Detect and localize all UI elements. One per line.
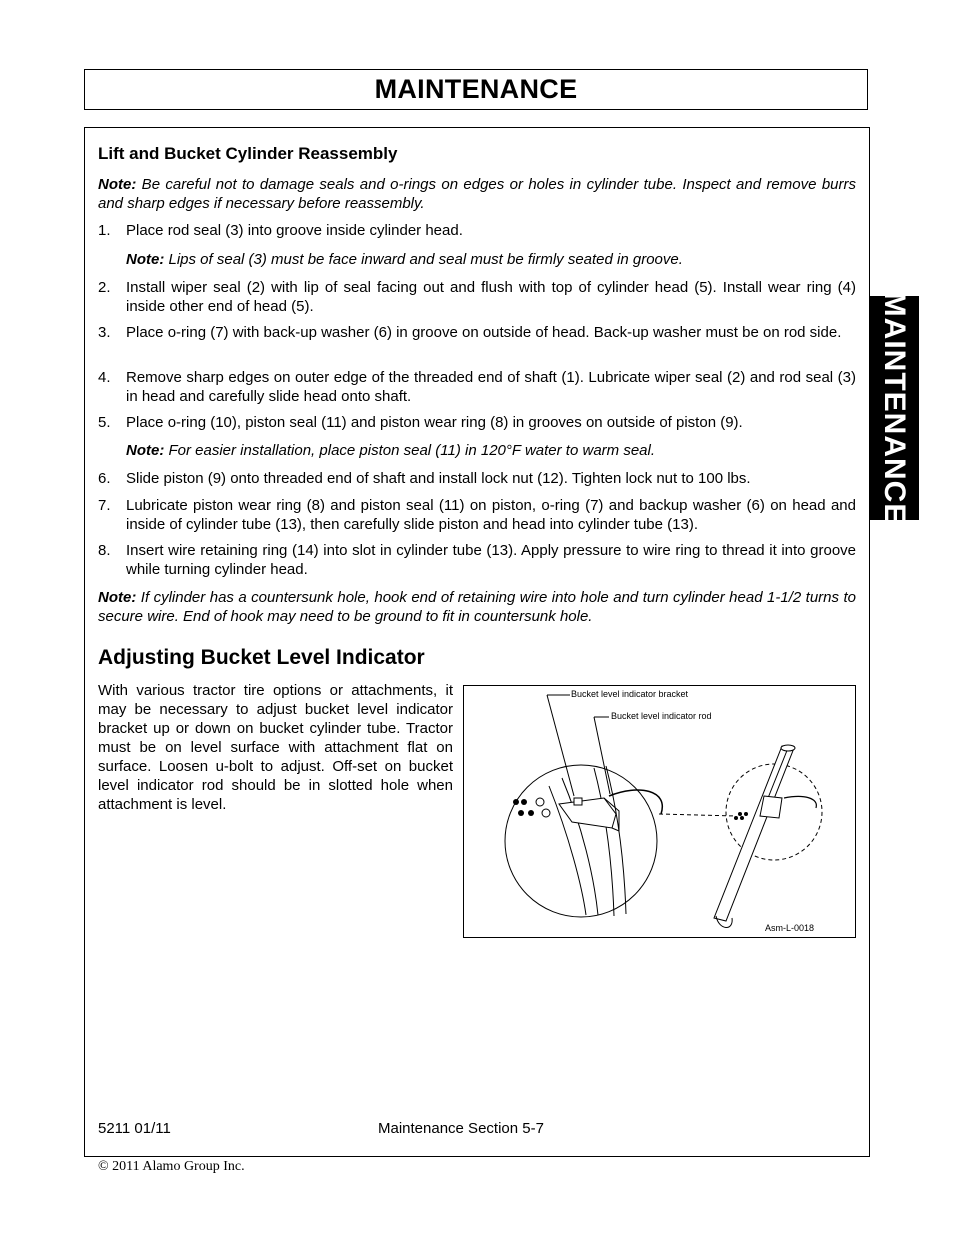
section-heading-indicator: Adjusting Bucket Level Indicator bbox=[98, 646, 425, 669]
step-text: Insert wire retaining ring (14) into slot in cylinder tube (13). Apply pressure to wire ring to thread it into groove while turning cylinder head. bbox=[126, 542, 856, 578]
indicator-body-text: With various tractor tire options or attachments, it may be necessary to adjust bucket level indicator bracket up or down on bucket cylinder tube. Tractor must be on level surface with attachment flat on surface. Loosen u-bolt to adjust. Off-set on bucket level indicator rod should be in slotted hole when attachment is level. bbox=[98, 682, 453, 813]
section-heading-reassembly: Lift and Bucket Cylinder Reassembly bbox=[98, 144, 398, 163]
step-text: Remove sharp edges on outer edge of the threaded end of shaft (1). Lubricate wiper seal (2) and rod seal (3) in head and carefully slide head onto shaft. bbox=[126, 369, 856, 405]
step-text: Install wiper seal (2) with lip of seal facing out and flush with top of cylinder head (5). Install wear ring (4) inside other end of head (5). bbox=[126, 279, 856, 315]
footer-copyright: © 2011 Alamo Group Inc. bbox=[98, 1159, 245, 1174]
note-text: Be careful not to damage seals and o-rings on edges or holes in cylinder tube. Inspect and remove burrs and sharp edges if necessary before reassembly. bbox=[98, 176, 856, 212]
note-label: Note: bbox=[98, 176, 137, 193]
note-label: Note: bbox=[126, 442, 165, 459]
step-number: 3. bbox=[98, 324, 111, 341]
header-box bbox=[84, 69, 868, 110]
note-final bbox=[98, 588, 856, 626]
label-bucket-level-indicator-bracket: Bucket level indicator bracket bbox=[571, 689, 689, 699]
step-number: 1. bbox=[98, 222, 111, 239]
side-tab-label: MAINTENANCE bbox=[878, 291, 911, 525]
figure-id: Asm-L-0018 bbox=[765, 923, 815, 933]
step-text: Place o-ring (10), piston seal (11) and piston wear ring (8) in grooves on outside of piston (9). bbox=[126, 414, 743, 431]
note-label: Note: bbox=[98, 589, 137, 606]
step-number: 2. bbox=[98, 279, 111, 296]
step-text: Slide piston (9) onto threaded end of shaft and install lock nut (12). Tighten lock nut to 100 lbs. bbox=[126, 470, 751, 487]
note-step5 bbox=[126, 441, 856, 460]
step-number: 4. bbox=[98, 369, 111, 386]
note-label: Note: bbox=[126, 251, 165, 268]
footer-doc-number: 5211 01/11 bbox=[98, 1120, 171, 1137]
note-step1 bbox=[126, 250, 856, 269]
figure-bucket-level-indicator bbox=[463, 685, 856, 938]
note-text: Lips of seal (3) must be face inward and seal must be firmly seated in groove. bbox=[164, 251, 683, 268]
step-text: Place rod seal (3) into groove inside cylinder head. bbox=[126, 222, 463, 239]
step-number: 5. bbox=[98, 414, 111, 431]
step-text: Place o-ring (7) with back-up washer (6) in groove on outside of head. Back-up washer must be on rod side. bbox=[126, 324, 842, 341]
figure-illustration bbox=[464, 686, 857, 939]
side-tab bbox=[869, 291, 919, 525]
note-intro bbox=[98, 175, 856, 213]
step-number: 8. bbox=[98, 542, 111, 559]
label-bucket-level-indicator-rod: Bucket level indicator rod bbox=[611, 711, 712, 721]
footer-section: Maintenance Section 5-7 bbox=[378, 1120, 544, 1137]
step-text: Lubricate piston wear ring (8) and piston seal (11) on piston, o-ring (7) and backup washer (6) on head and inside of cylinder tube (13), then carefully slide piston and head into cylinder tube (13). bbox=[126, 497, 856, 533]
note-text: If cylinder has a countersunk hole, hook end of retaining wire into hole and turn cylinder head 1-1/2 turns to secure wire. End of hook may need to be ground to fit in countersunk hole. bbox=[98, 589, 856, 625]
step-number: 7. bbox=[98, 497, 111, 514]
note-text: For easier installation, place piston seal (11) in 120°F water to warm seal. bbox=[164, 442, 655, 459]
step-number: 6. bbox=[98, 470, 111, 487]
page-title: MAINTENANCE bbox=[374, 74, 578, 104]
